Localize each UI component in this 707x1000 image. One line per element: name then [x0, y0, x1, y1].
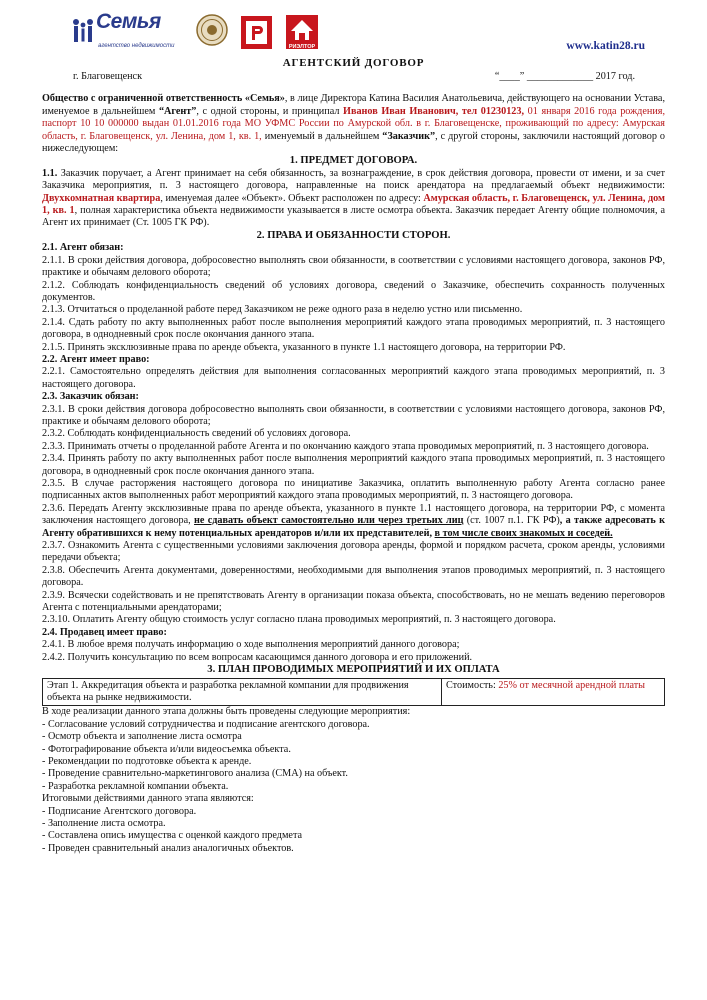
- agent-term: “Агент”: [158, 105, 197, 117]
- section-3-title: 3. ПЛАН ПРОВОДИМЫХ МЕРОПРИЯТИЙ И ИХ ОПЛАТА: [207, 664, 500, 676]
- clause-2-3-8: 2.3.8. Обеспечить Агента документами, доверенностями, необходимыми для выполнения этапов проводимых мероприятий, п. 3 настоящего договора.: [42, 564, 665, 589]
- clause-2-3-9: 2.3.9. Всячески содействовать и не препятствовать Агенту в организации показа объекта, способствовать, но не мешать ведению переговоров Агента с потенциальными арендаторами;: [42, 589, 665, 614]
- r-logo-icon: [241, 16, 272, 49]
- rieltor-label: РИЭЛТОР: [288, 44, 316, 50]
- clause-2-3-heading: 2.3. Заказчик обязан:: [42, 391, 139, 403]
- stage-1-intro: В ходе реализации данного этапа должны быть проведены следующие мероприятия:: [42, 706, 411, 718]
- clause-2-4-heading: 2.4. Продавец имеет право:: [42, 626, 167, 638]
- stage-1-item: - Фотографирование объекта и/или видеосъемка объекта.: [42, 743, 291, 755]
- clause-2-3-6-text-2: (ст. 1007 п.1. ГК РФ): [463, 515, 560, 527]
- city: г. Благовещенск: [73, 71, 143, 83]
- stage-1-results-heading: Итоговыми действиями данного этапа являются:: [42, 793, 254, 805]
- contract-date: “____” _____________ 2017 год.: [494, 71, 635, 83]
- clause-1-1: [42, 168, 665, 230]
- clause-2-3-6-text-1: 2.3.6. Передать Агенту эксклюзивные права по аренде объекта, указанного в пункте 1.1 настоящего договора, на территории РФ, с момента заключения настоящего договора,: [42, 502, 665, 527]
- stage-1-result: - Заполнение листа осмотра.: [42, 817, 166, 829]
- clause-2-2-1: 2.2.1. Самостоятельно определять действия для выполнения согласованных мероприятий каждого этапа проводимых мероприятий, п. 3 настоящего договора.: [42, 366, 665, 390]
- clause-2-1-1: 2.1.1. В сроки действия договора, добросовестно выполнять свои обязанности, в соответствии с условиями настоящего договора, законов РФ, практике и обычаям делового оборота;: [42, 254, 665, 279]
- clause-2-3-10: 2.3.10. Оплатить Агенту общую стоимость услуг согласно плана проводимых мероприятий, п. 3 настоящего договора.: [42, 614, 556, 626]
- seal-emblem-icon: [196, 14, 228, 46]
- stage-1-item: - Разработка рекламной компании объекта.: [42, 780, 229, 792]
- principal-name: Иванов Иван Иванович, тел 01230123,: [343, 105, 525, 117]
- intro-text-1: , в лице Директора Катина Василия Анатольевича, действующего на основании Устава, именуемое в дальнейшем: [42, 93, 665, 117]
- rieltor-logo: [286, 15, 318, 49]
- clause-2-3-1: 2.3.1. В сроки действия договора добросовестно выполнять свои обязанности, в соответствии с условиями настоящего договора, законов РФ, практике и обычаям делового оборота;: [42, 403, 665, 427]
- semya-logo-subtitle: агентство недвижимости: [98, 43, 175, 49]
- intro-text-3: именуемый в дальнейшем: [261, 130, 383, 142]
- stage-1-item: - Осмотр объекта и заполнение листа осмотра: [42, 731, 242, 743]
- section-2-title: 2. ПРАВА И ОБЯЗАННОСТИ СТОРОН.: [256, 229, 451, 241]
- document-body: [42, 57, 665, 855]
- clause-2-1-3: 2.1.3. Отчитаться о проделанной работе перед Заказчиком не реже одного раза в неделю устно или письменно.: [42, 304, 523, 316]
- principal-details: 01 января 2016 года рождения, паспорт 10 10 000000 выдан 01.01.2016 года МО УФМС России по Амурской обл. в г. Благовещенске, проживающий по адресу: Амурская область, г. Благовещенск, ул. Ленина, дом 1, кв. 1,: [42, 105, 666, 142]
- stage-1-item: - Проведение сравнительно-маркетингового анализа (СМА) на объект.: [42, 768, 348, 780]
- stage-1-result: - Проведен сравнительный анализ аналогичных объектов.: [42, 842, 294, 854]
- stage-1-item: - Согласование условий сотрудничества и подписание агентского договора.: [42, 718, 370, 730]
- clause-2-3-4: 2.3.4. Принять работу по акту выполненных работ после выполнения мероприятий каждого этапа проводимых мероприятий, п. 3 настоящего договора, в однодневный срок после окончания данного этапа.: [42, 453, 665, 477]
- intro-paragraph: [42, 93, 665, 155]
- contract-title: АГЕНТСКИЙ ДОГОВОР: [282, 57, 425, 69]
- clause-1-1-text-1: Заказчик поручает, а Агент принимает на себя обязанность, за вознаграждение, в срок действия договора, провести от имени, и за счет Заказчика мероприятия, п. 3 настоящего договора, направленные на поиск арендатора на предлагаемый объект недвижимости:: [42, 167, 665, 192]
- clause-1-1-text-2: , именуемая далее «Объект». Объект расположен по адресу:: [160, 192, 424, 204]
- section-1-title: 1. ПРЕДМЕТ ДОГОВОРА.: [289, 155, 418, 167]
- clause-2-3-3: 2.3.3. Принимать отчеты о проделанной работе Агента и по окончанию каждого этапа проводимых мероприятий, п. 3 настоящего договора.: [42, 440, 649, 452]
- clause-1-1-number: 1.1.: [42, 167, 58, 179]
- intro-text-2: , с одной стороны, и принципал: [196, 105, 344, 117]
- stage-1-table: [42, 678, 665, 707]
- company-name: Общество с ограниченной ответственность «Семья»: [42, 93, 285, 105]
- family-figures-icon: [72, 18, 96, 44]
- clause-2-3-2: 2.3.2. Соблюдать конфиденциальность сведений об условиях договора.: [42, 428, 351, 440]
- stage-1-item: - Рекомендации по подготовке объекта к аренде.: [42, 755, 252, 767]
- website-link[interactable]: www.katin28.ru: [566, 40, 645, 52]
- stage-1-result: - Составлена опись имущества с оценкой каждого предмета: [42, 830, 303, 842]
- object-address: Амурская область, г. Благовещенск, ул. Ленина, дом 1, кв. 1: [42, 192, 665, 217]
- clause-2-1-5: 2.1.5. Принять эксклюзивные права по аренде объекта, указанного в пункте 1.1 настоящего договора, на территории РФ.: [42, 341, 566, 353]
- clause-2-3-7: 2.3.7. Ознакомить Агента с существенными условиями заключения договора аренды, формой и порядком расчета, сроком аренды, условиями передачи объекта;: [42, 540, 665, 564]
- clause-2-1-4: 2.1.4. Сдать работу по акту выполненных работ после выполнения мероприятий каждого этапа проводимых мероприятий, п. 3 настоящего договора, в однодневный срок после окончания данного этапа.: [42, 316, 665, 341]
- stage-1-cost-label: Стоимость:: [446, 679, 499, 691]
- semya-logo: [72, 10, 184, 49]
- clause-2-4-1: 2.4.1. В любое время получать информацию о ходе выполнения мероприятий данного договора;: [42, 639, 460, 651]
- clause-2-3-6-underline-2: в том числе своих знакомых и соседей.: [434, 527, 613, 539]
- stage-1-description: Этап 1. Аккредитация объекта и разработка рекламной компании для продвижения объекта на рынке недвижимости.: [43, 679, 442, 706]
- customer-term: “Заказчик”: [382, 130, 436, 142]
- intro-text-4: , с другой стороны, заключили настоящий договор о нижеследующем:: [42, 130, 666, 155]
- stage-1-cost-value: 25% от месячной арендной платы: [498, 679, 646, 691]
- clause-1-1-text-3: , полная характеристика объекта недвижимости указывается в листе осмотра объекта. Заказчик передает Агенту общие полномочия, а Агент их принимает (Ст. 1005 ГК РФ).: [42, 205, 665, 229]
- stage-1-cost: [442, 679, 664, 706]
- city-date-row: [42, 71, 665, 85]
- clause-2-3-6: [42, 503, 665, 540]
- clause-2-2-heading: 2.2. Агент имеет право:: [42, 353, 150, 365]
- clause-2-1-2: 2.1.2. Соблюдать конфиденциальность сведений об условиях договора, сведений о Заказчике, обеспечить сохранность полученных документов.: [42, 279, 665, 303]
- stage-1-result: - Подписание Агентского договора.: [42, 805, 197, 817]
- object-type: Двухкомнатная квартира: [42, 192, 161, 204]
- clause-2-3-6-bold: , а также адресовать к Агенту обратившихся к нему потенциальных арендаторов и/или их представителей,: [42, 515, 665, 539]
- clause-2-3-6-underline-1: не сдавать объект самостоятельно или через третьих лиц: [194, 515, 464, 527]
- clause-2-4-2: 2.4.2. Получить консультацию по всем вопросам касающимся данного договора и его приложений.: [42, 651, 473, 663]
- semya-logo-word: Семья: [96, 10, 161, 33]
- clause-2-1-heading: 2.1. Агент обязан:: [42, 242, 124, 254]
- clause-2-3-5: 2.3.5. В случае расторжения настоящего договора по инициативе Заказчика, оплатить выполненную работу Агента согласно ранее подписанных актов выполненных работ мероприятий каждого этапа проводимых мероприятий, п. 3 настоящего договора.: [42, 478, 665, 502]
